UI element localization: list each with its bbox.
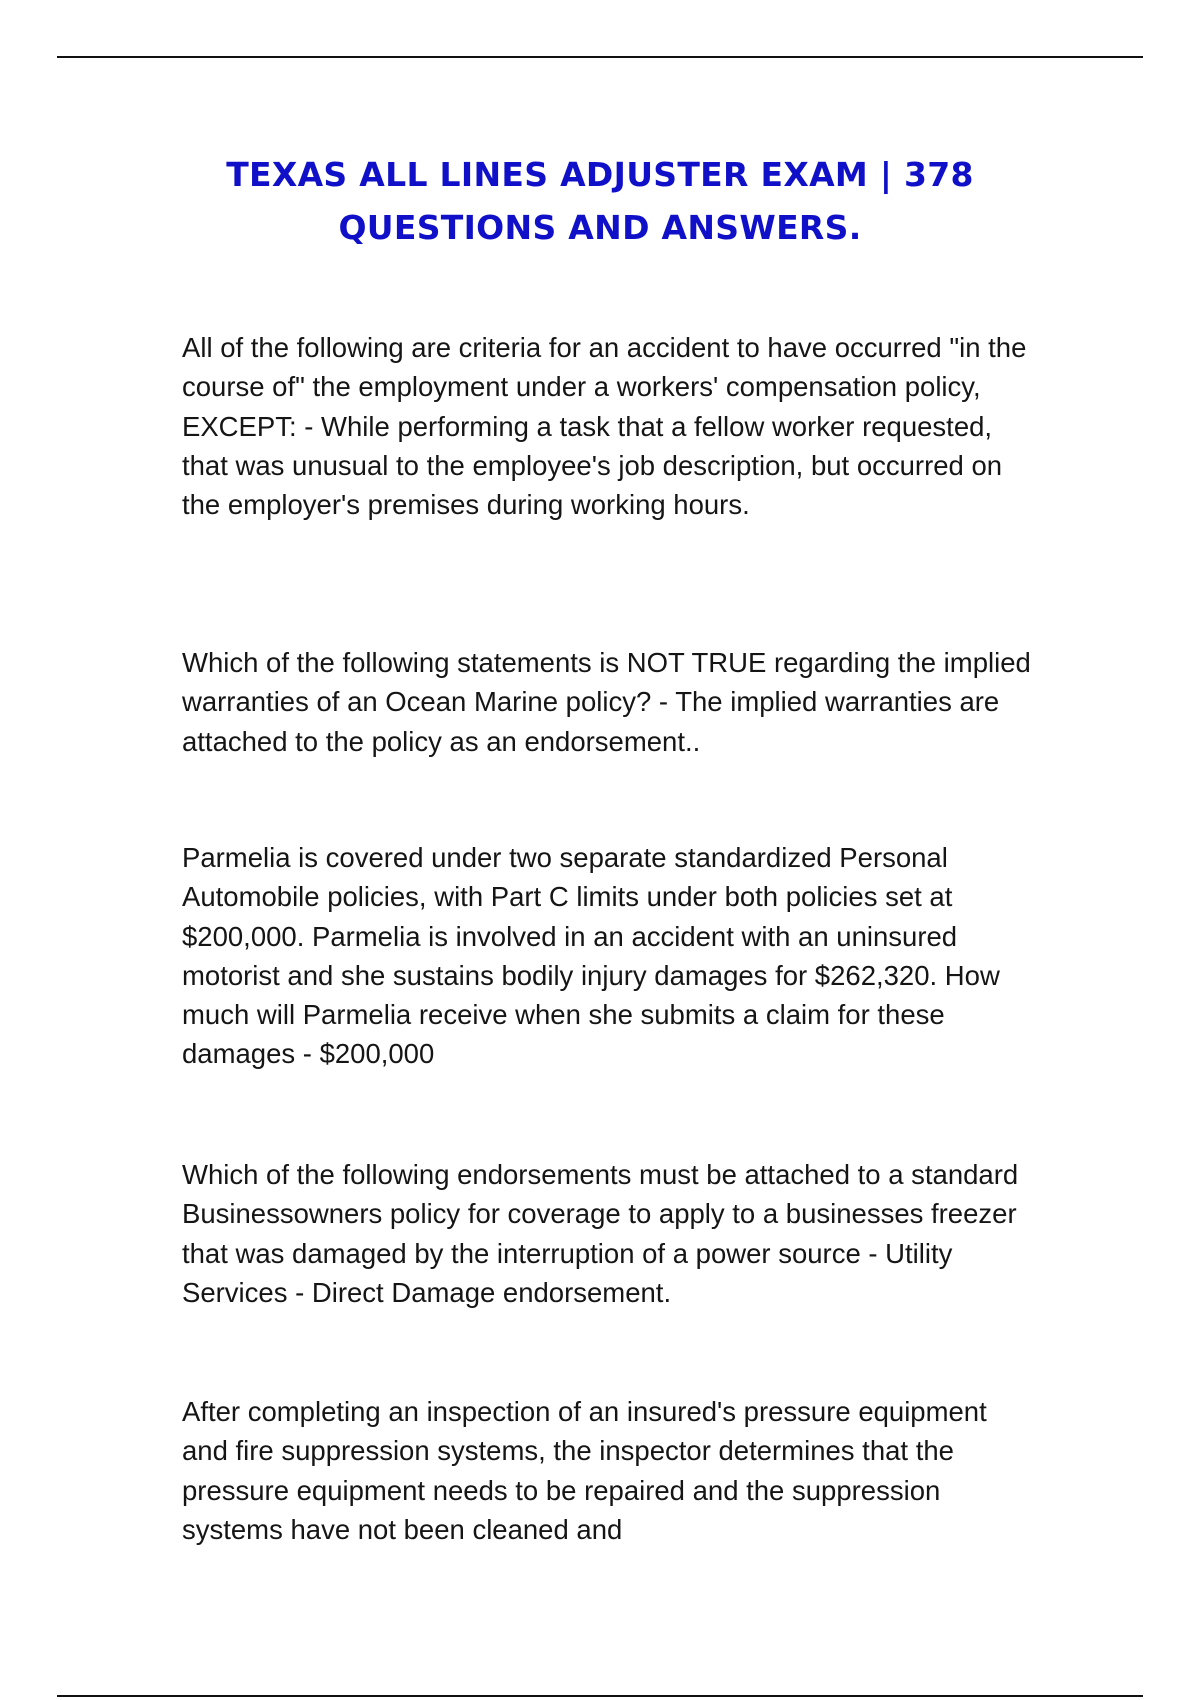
document-title: TEXAS ALL LINES ADJUSTER EXAM | 378 QUESTIONS AND ANSWERS. [226,155,974,247]
qa-entry-2: Which of the following statements is NOT TRUE regarding the implied warranties of an Ocean Marine policy? - The implied warranties are attached to the policy as an endorsement.. [182,647,1031,757]
qa-entry-5: After completing an inspection of an insured's pressure equipment and fire suppression systems, the inspector determines that the pressure equipment needs to be repaired and the suppression systems have not been cleaned and [182,1396,987,1545]
qa-entry-4: Which of the following endorsements must be attached to a standard Businessowners policy for coverage to apply to a businesses freezer that was damaged by the interruption of a power source - Utility Services - Direct Damage endorsement. [182,1159,1019,1308]
qa-entry-3: Parmelia is covered under two separate standardized Personal Automobile policies, with Part C limits under both policies set at $200,000. Parmelia is involved in an accident with an uninsured motorist and she sustains bodily injury damages for $262,320. How much will Parmelia receive when she submits a claim for these damages - $200,000 [182,842,1000,1070]
bottom-rule [57,1695,1143,1697]
top-rule [57,56,1143,58]
qa-entry-1: All of the following are criteria for an accident to have occurred "in the course of" the employment under a workers' compensation policy, EXCEPT: - While performing a task that a fellow worker requested, that was unusual to the employee's job description, but occurred on the employer's premises during working hours. [182,332,1027,521]
